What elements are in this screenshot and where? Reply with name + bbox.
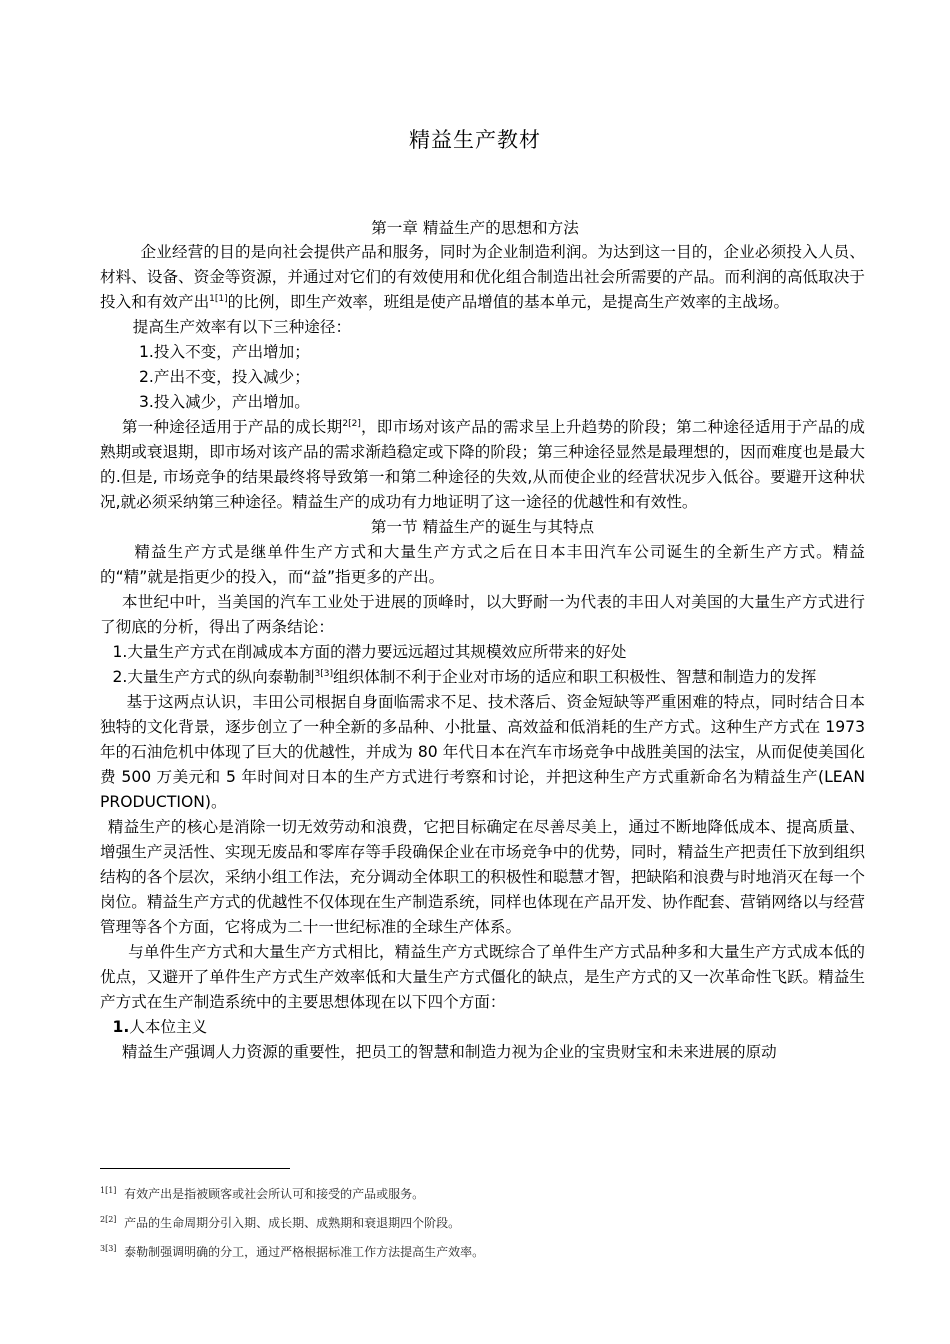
paragraph-text: ，即市场对该产品的需求呈上升趋势的阶段；第二种途径适用于产品的成熟期或衰退期，即市场对该产品的需求渐趋稳定或下降的阶段；第三种途径显然是最理想的，因而难度也是最大的.但是, 市场竞争的结果最终将导致第一和第二种途径的失效,从而使企业的经营状况步入低谷。要避开这种状况,就必须采纳第三种途径。精益生产的成功有力地证明了这一途径的优越性和有效性。: [100, 418, 865, 511]
footnotes: [100, 1185, 865, 1272]
footnote-ref[interactable]: 3[3]: [314, 668, 333, 679]
footnote-text: 产品的生命周期分引入期、成长期、成熟期和衰退期四个阶段。: [124, 1216, 461, 1230]
list-item: 3.投入减少，产出增加。: [139, 393, 310, 411]
footnote-text: 有效产出是指被顾客或社会所认可和接受的产品或服务。: [124, 1187, 425, 1201]
document-title: 精益生产教材: [409, 128, 541, 152]
paragraph: 与单件生产方式和大量生产方式相比，精益生产方式既综合了单件生产方式品种多和大量生产方式成本低的优点，又避开了单件生产方式生产效率低和大量生产方式僵化的缺点，是生产方式的又一次革命性飞跃。精益生产方式在生产制造系统中的主要思想体现在以下四个方面：: [100, 943, 865, 1011]
paragraph: 本世纪中叶，当美国的汽车工业处于进展的顶峰时，以大野耐一为代表的丰田人对美国的大量生产方式进行了彻底的分析，得出了两条结论：: [100, 593, 865, 636]
footnote-ref[interactable]: 2[2]: [342, 418, 361, 429]
paragraph-text: 组织体制不利于企业对市场的适应和职工积极性、智慧和制造力的发挥: [332, 668, 817, 686]
footnote-ref[interactable]: 1[1]: [209, 293, 228, 304]
paragraph-text: 2.大量生产方式的纵向泰勒制: [112, 668, 315, 686]
section-heading: 第一节 精益生产的诞生与其特点: [370, 518, 595, 536]
footnote: [100, 1185, 865, 1214]
paragraph: 精益生产强调人力资源的重要性，把员工的智慧和制造力视为企业的宝贵财宝和未来进展的原动: [121, 1043, 777, 1061]
footnote-mark: 1[1]: [100, 1186, 117, 1195]
list-item: 1.大量生产方式在削减成本方面的潜力要远远超过其规模效应所带来的好处: [112, 643, 627, 661]
footnote-mark: 2[2]: [100, 1215, 117, 1224]
paragraph: 精益生产的核心是消除一切无效劳动和浪费，它把目标确定在尽善尽美上，通过不断地降低成本、提高质量、增强生产灵活性、实现无废品和零库存等手段确保企业在市场竞争中的优势，同时，精益生产把责任下放到组织结构的各个层次，采纳小组工作法，充分调动全体职工的积极性和聪慧才智，把缺陷和浪费与时地消灭在每一个岗位。精益生产方式的优越性不仅体现在生产制造系统，同样也体现在产品开发、协作配套、营销网络以与经营管理等各个方面，它将成为二十一世纪标准的全球生产体系。: [100, 818, 865, 936]
paragraph: [100, 415, 865, 515]
paragraph: 精益生产方式是继单件生产方式和大量生产方式之后在日本丰田汽车公司诞生的全新生产方式。精益的“精”就是指更少的投入，而“益”指更多的产出。: [100, 543, 865, 586]
subheading: [100, 1015, 865, 1040]
subheading-number: 1.: [112, 1018, 130, 1036]
paragraph: 提高生产效率有以下三种途径：: [132, 318, 352, 336]
list-item: 2.产出不变，投入减少；: [139, 368, 310, 386]
footnote: [100, 1214, 865, 1243]
document-body: [100, 240, 865, 1065]
footnote-mark: 3[3]: [100, 1244, 117, 1253]
footnote-separator: [100, 1168, 290, 1169]
footnote-text: 泰勒制强调明确的分工，通过严格根据标准工作方法提高生产效率。: [124, 1245, 485, 1259]
footnote: [100, 1243, 865, 1272]
paragraph: [100, 240, 865, 315]
list-item: [100, 665, 865, 690]
paragraph-text: 的比例，即生产效率，班组是使产品增值的基本单元，是提高生产效率的主战场。: [227, 293, 790, 311]
subheading-text: 人本位主义: [129, 1018, 208, 1036]
paragraph-text: 第一种途径适用于产品的成长期: [121, 418, 343, 436]
list-item: 1.投入不变，产出增加；: [139, 343, 310, 361]
chapter-heading: 第一章 精益生产的思想和方法: [371, 219, 579, 237]
paragraph-text: 企业经营的目的是向社会提供产品和服务，同时为企业制造利润。为达到这一目的，企业必须投入人员、材料、设备、资金等资源，并通过对它们的有效使用和优化组合制造出社会所需要的产品。而利润的高低取决于投入和有效产出: [100, 243, 865, 311]
paragraph: 基于这两点认识，丰田公司根据自身面临需求不足、技术落后、资金短缺等严重困难的特点，同时结合日本独特的文化背景，逐步创立了一种全新的多品种、小批量、高效益和低消耗的生产方式。这种生产方式在 1973 年的石油危机中体现了巨大的优越性，并成为 80 年代日本在汽车市场竞争中战胜美国的法宝，从而促使美国化费 500 万美元和 5 年时间对日本的生产方式进行考察和讨论，并把这种生产方式重新命名为精益生产(LEAN PRODUCTION)。: [100, 693, 865, 811]
